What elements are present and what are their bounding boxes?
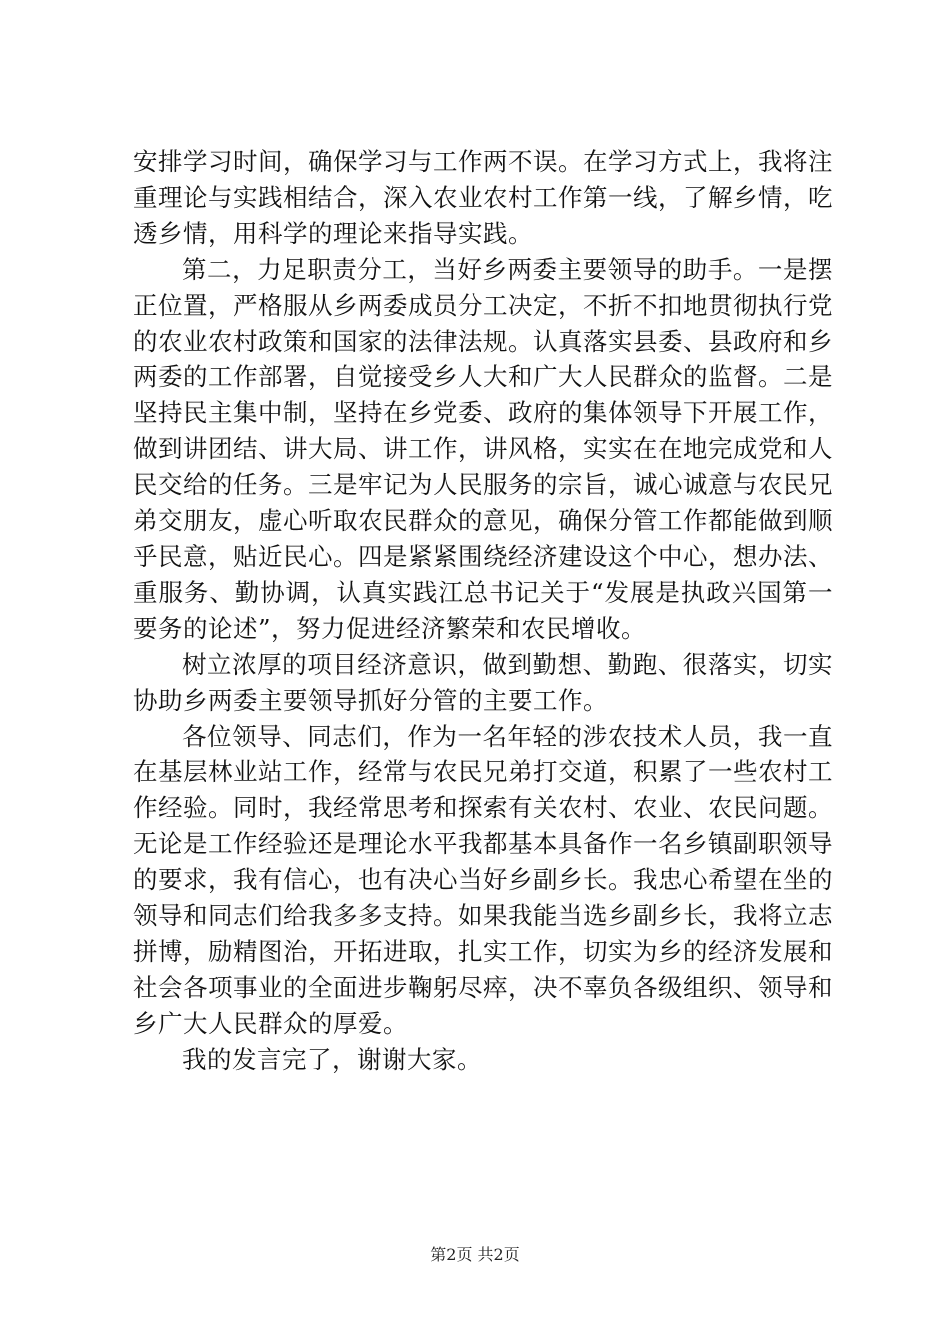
document-body — [133, 144, 833, 1078]
paragraph-closing-statement: 各位领导、同志们，作为一名年轻的涉农技术人员，我一直在基层林业站工作，经常与农民兄弟打交道，积累了一些农村工作经验。同时，我经常思考和探索有关农村、农业、农民问题。无论是工作经验还是理论水平我都基本具备作一名乡镇副职领导的要求，我有信心，也有决心当好乡副乡长。我忠心希望在坐的领导和同志们给我多多支持。如果我能当选乡副乡长，我将立志拼博，励精图治，开拓进取，扎实工作，切实为乡的经济发展和社会各项事业的全面进步鞠躬尽瘁，决不辜负各级组织、领导和乡广大人民群众的厚爱。 — [133, 721, 833, 1038]
paragraph-thanks: 我的发言完了，谢谢大家。 — [182, 1044, 482, 1074]
paragraph-continued: 安排学习时间，确保学习与工作两不误。在学习方式上，我将注重理论与实践相结合，深入农业农村工作第一线，了解乡情，吃透乡情，用科学的理论来指导实践。 — [133, 147, 833, 248]
paragraph-project-awareness: 树立浓厚的项目经济意识，做到勤想、勤跑、很落实，切实协助乡两委主要领导抓好分管的主要工作。 — [133, 649, 833, 715]
page-number-footer: 第2页 共2页 — [430, 1245, 520, 1264]
paragraph-second-point: 第二，力足职责分工，当好乡两委主要领导的助手。一是摆正位置，严格服从乡两委成员分工决定，不折不扣地贯彻执行党的农业农村政策和国家的法律法规。认真落实县委、县政府和乡两委的工作部署，自觉接受乡人大和广大人民群众的监督。二是坚持民主集中制，坚持在乡党委、政府的集体领导下开展工作，做到讲团结、讲大局、讲工作，讲风格，实实在在地完成党和人民交给的任务。三是牢记为人民服务的宗旨，诚心诚意与农民兄弟交朋友，虚心听取农民群众的意见，确保分管工作都能做到顺乎民意，贴近民心。四是紧紧围绕经济建设这个中心，想办法、重服务、勤协调，认真实践江总书记关于“发展是执政兴国第一要务的论述”，努力促进经济繁荣和农民增收。 — [133, 254, 833, 643]
